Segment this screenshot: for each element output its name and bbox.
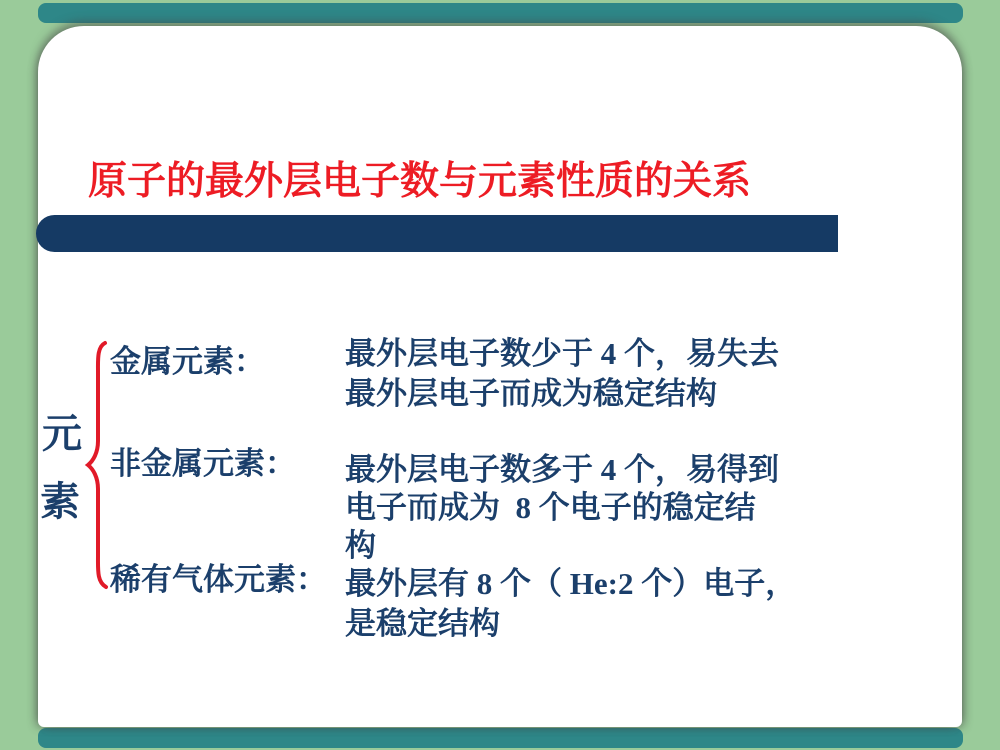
branch-label-nonmetal: 非金属元素： — [110, 446, 296, 481]
title-underline-bar — [36, 215, 838, 252]
nonmetal-desc-line-2: 电子而成为 8 个电子的稳定结 — [345, 490, 756, 525]
branch-label-metal: 金属元素： — [110, 344, 265, 379]
bottom-accent-bar — [38, 728, 963, 748]
noble-gas-desc-line-2: 是稳定结构 — [345, 606, 500, 641]
branch-label-noble-gas: 稀有气体元素： — [110, 562, 327, 597]
element-root-char-2: 素 — [40, 479, 80, 524]
metal-desc-line-2: 最外层电子而成为稳定结构 — [345, 376, 717, 411]
metal-desc-line-1: 最外层电子数少于 4 个，易失去 — [345, 336, 779, 371]
nonmetal-desc-line-3: 构 — [345, 528, 376, 563]
noble-gas-desc-line-1: 最外层有 8 个（ He:2 个）电子， — [345, 566, 797, 601]
curly-brace-icon — [84, 340, 112, 590]
slide-title: 原子的最外层电子数与元素性质的关系 — [88, 160, 752, 203]
element-root-char-1: 元 — [42, 411, 82, 456]
nonmetal-desc-line-1: 最外层电子数多于 4 个，易得到 — [345, 452, 779, 487]
top-accent-bar — [38, 3, 963, 23]
